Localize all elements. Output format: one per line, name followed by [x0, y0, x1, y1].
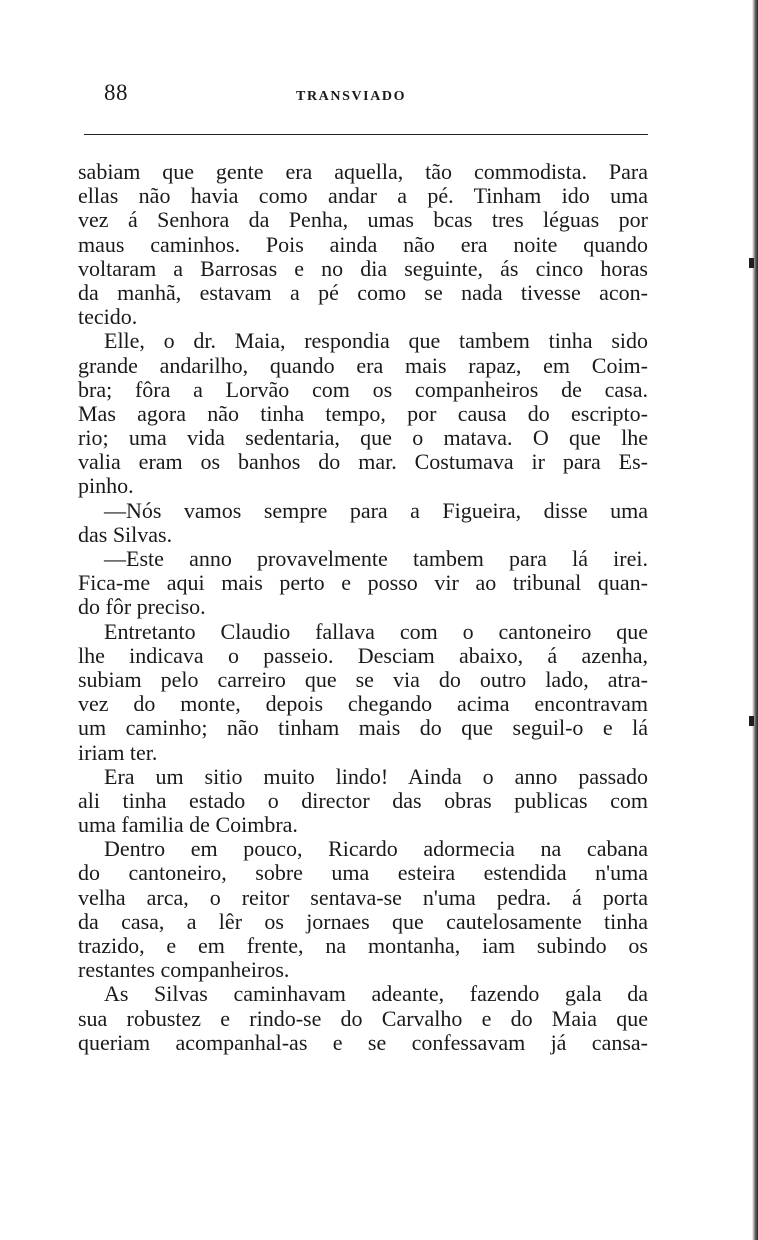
text-line: Elle, o dr. Maia, respondia que tambem tinha sido: [104, 328, 648, 354]
text-line: da manhã, estavam a pé como se nada tivesse acon-: [78, 279, 648, 305]
text-line: Dentro em pouco, Ricardo adormecia na cabana: [104, 836, 648, 862]
text-line: —Nós vamos sempre para a Figueira, disse uma: [104, 497, 648, 523]
page-edge-shadow: [752, 0, 758, 1240]
text-line: vez do monte, depois chegando acima encontravam: [78, 691, 648, 717]
text-line: restantes companheiros.: [78, 957, 290, 983]
text-line: sua robustez e rindo-se do Carvalho e do Maia que: [78, 1005, 648, 1031]
text-line: lhe indicava o passeio. Desciam abaixo, á azenha,: [78, 642, 648, 668]
text-line: queriam acompanhal-as e se confessavam já cansa-: [78, 1029, 648, 1055]
text-line: —Este anno provavelmente tambem para lá irei.: [104, 546, 648, 571]
running-title: TRANSVIADO: [296, 89, 407, 104]
text-line: das Silvas.: [78, 521, 173, 547]
text-line: pinho.: [78, 473, 134, 499]
text-line: maus caminhos. Pois ainda não era noite quando: [78, 231, 648, 257]
text-line: ellas não havia como andar a pé. Tinham ido uma: [78, 183, 648, 209]
text-line: voltaram a Barrosas e no dia seguinte, ás cinco horas: [78, 255, 648, 281]
text-line: bra; fôra a Lorvão com os companheiros de casa.: [78, 376, 648, 402]
text-line: iriam ter.: [78, 739, 158, 765]
text-line: da casa, a lêr os jornaes que cautelosamente tinha: [78, 908, 648, 934]
text-line: Entretanto Claudio fallava com o cantoneiro que: [104, 618, 648, 644]
text-line: uma familia de Coimbra.: [78, 812, 298, 838]
text-line: grande andarilho, quando era mais rapaz, em Coim-: [78, 352, 648, 378]
page-number: 88: [104, 80, 128, 105]
text-line: Fica-me aqui mais perto e posso vir ao tribunal quan-: [78, 570, 648, 596]
header-rule: [84, 134, 648, 135]
text-line: tecido.: [78, 304, 138, 330]
text-line: Era um sitio muito lindo! Ainda o anno passado: [104, 763, 648, 789]
edge-mark: [749, 258, 754, 268]
text-line: velha arca, o reitor sentava-se n'uma pedra. á porta: [78, 884, 648, 910]
body-text: [78, 160, 648, 1055]
edge-mark: [749, 716, 754, 726]
text-line: ali tinha estado o director das obras publicas com: [78, 787, 648, 813]
text-line: vez á Senhora da Penha, umas bcas tres léguas por: [78, 207, 648, 233]
text-line: subiam pelo carreiro que se via do outro lado, atra-: [78, 666, 648, 692]
text-line: valia eram os banhos do mar. Costumava ir para Es-: [78, 449, 648, 475]
text-line: do cantoneiro, sobre uma esteira estendida n'uma: [78, 860, 648, 886]
text-line: rio; uma vida sedentaria, que o matava. O que lhe: [78, 425, 648, 451]
text-line: As Silvas caminhavam adeante, fazendo gala da: [104, 981, 648, 1007]
text-line: sabiam que gente era aquella, tão commodista. Para: [78, 159, 648, 184]
text-line: do fôr preciso.: [78, 594, 206, 620]
text-line: Mas agora não tinha tempo, por causa do escripto-: [78, 400, 648, 426]
text-line: um caminho; não tinham mais do que seguil-o e lá: [78, 715, 648, 741]
text-line: trazido, e em frente, na montanha, iam subindo os: [78, 933, 648, 958]
